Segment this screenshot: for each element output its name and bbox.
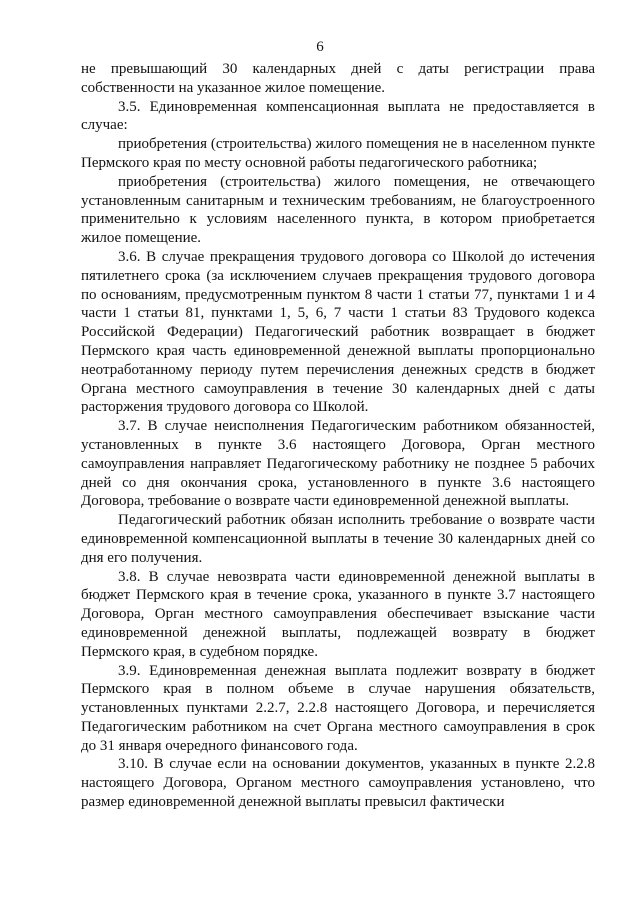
paragraph-3-5-item-1: приобретения (строительства) жилого помещения не в населенном пункте Пермского края по месту основной работы педагогического работника; [81, 136, 595, 171]
paragraph-3-7: 3.7. В случае неисполнения Педагогическим работником обязанностей, установленных в пункте 3.6 настоящего Договора, Орган местного самоуправления направляет Педагогическому работнику не позднее 5 рабочих дней со дня окончания срока, установленного в пункте 3.6 настоящего Договора, требование о возврате части единовременной денежной выплаты. [81, 418, 595, 510]
paragraph-3-5-item-2: приобретения (строительства) жилого помещения, не отвечающего установленным санитарным и техническим требованиям, не благоустроенного применительно к условиям населенного пункта, в котором приобретается жилое помещение. [81, 173, 595, 247]
paragraph-3-9: 3.9. Единовременная денежная выплата подлежит возврату в бюджет Пермского края в полном объеме в случае нарушения обязательств, установленных пунктами 2.2.7, 2.2.8 настоящего Договора, и перечисляется Педагогическим работником на счет Органа местного самоуправления в срок до 31 января очередного финансового года. [81, 662, 595, 754]
paragraph-3-7-obligation: Педагогический работник обязан исполнить требование о возврате части единовременной компенсационной выплаты в течение 30 календарных дней со дня его получения. [81, 512, 595, 566]
paragraph-3-5: 3.5. Единовременная компенсационная выплата не предоставляется в случае: [81, 98, 595, 134]
paragraph-3-10: 3.10. В случае если на основании документов, указанных в пункте 2.2.8 настоящего Договора, Органом местного самоуправления установлено, что размер единовременной денежной выплаты превысил фактически [81, 756, 595, 811]
page-number: 6 [316, 39, 324, 55]
paragraph-3-8: 3.8. В случае невозврата части единовременной денежной выплаты в бюджет Пермского края в течение срока, указанного в пункте 3.7 настоящего Договора, Орган местного самоуправления обеспечивает взыскание части единовременной денежной выплаты, подлежащей возврату в бюджет Пермского края, в судебном порядке. [81, 568, 595, 660]
paragraph-3-6: 3.6. В случае прекращения трудового договора со Школой до истечения пятилетнего срока (за исключением случаев прекращения трудового договора по основаниям, предусмотренным пунктом 8 части 1 статьи 77, пунктами 1 и 4 части 1 статьи 81, пунктами 1, 5, 6, 7 части 1 статьи 83 Трудового кодекса Российской Федерации) Педагогический работник возвращает в бюджет Пермского края часть единовременной денежной выплаты пропорционально неотработанному периоду путем перечисления денежных средств в бюджет Органа местного самоуправления в течение 30 календарных дней с даты расторжения трудового договора со Школой. [81, 248, 595, 416]
paragraph-continuation: не превышающий 30 календарных дней с даты регистрации права собственности на указанное жилое помещение. [81, 61, 595, 96]
document-body [81, 60, 595, 812]
